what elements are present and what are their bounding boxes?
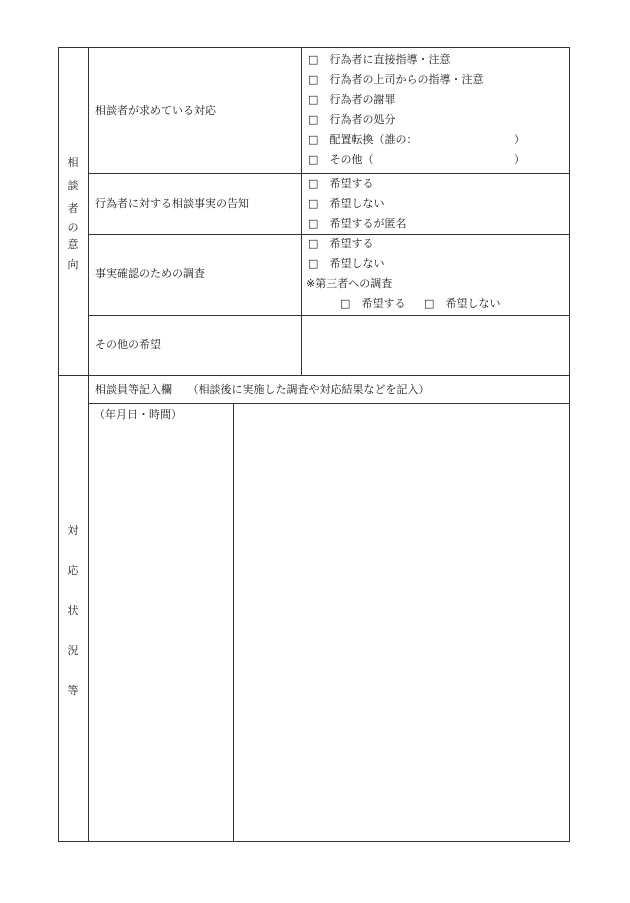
heading-char: 状	[67, 604, 79, 617]
notification-label: 行為者に対する相談事実の告知	[95, 197, 249, 210]
third-party-note: ※第三者への調査	[306, 277, 393, 290]
table-right-border	[569, 47, 570, 842]
heading-char: 対	[67, 524, 79, 537]
row1-bottom-border	[88, 173, 570, 174]
third-party-option-not-want[interactable]: □ 希望しない	[424, 297, 501, 310]
other-close-paren: ）	[514, 153, 525, 166]
checkbox-icon: □	[308, 133, 319, 146]
other-wishes-field[interactable]	[302, 316, 569, 375]
heading-char: 応	[67, 564, 79, 577]
investigation-label: 事実確認のための調査	[95, 267, 205, 280]
heading-char: 談	[67, 179, 79, 192]
heading-char: 況	[67, 644, 79, 657]
investigate-option-not-want[interactable]: □ 希望しない	[308, 257, 385, 270]
record-header-label: 相談員等記入欄	[95, 383, 172, 396]
section-divider	[58, 375, 570, 376]
checkbox-icon: □	[340, 297, 351, 310]
checkbox-icon: □	[308, 217, 319, 230]
checkbox-icon: □	[308, 237, 319, 250]
checkbox-icon: □	[308, 197, 319, 210]
heading-char: 相	[67, 156, 79, 169]
date-time-field[interactable]	[89, 424, 233, 841]
option-apology[interactable]: □ 行為者の謝罪	[308, 93, 396, 106]
checkbox-icon: □	[308, 153, 319, 166]
heading-char: の	[67, 221, 79, 234]
option-other[interactable]: □ その他（	[308, 153, 374, 166]
checkbox-icon: □	[308, 257, 319, 270]
checkbox-icon: □	[308, 177, 319, 190]
option-supervisor-guidance[interactable]: □ 行為者の上司からの指導・注意	[308, 73, 484, 86]
response-record-field[interactable]	[234, 404, 569, 841]
checkbox-icon: □	[308, 53, 319, 66]
option-direct-guidance[interactable]: □ 行為者に直接指導・注意	[308, 53, 451, 66]
record-header	[95, 383, 430, 397]
notify-option-not-want[interactable]: □ 希望しない	[308, 197, 385, 210]
table-top-border	[58, 47, 570, 48]
heading-char: 者	[67, 202, 79, 215]
table-bottom-border	[58, 841, 570, 842]
option-discipline[interactable]: □ 行為者の処分	[308, 113, 396, 126]
heading-char: 向	[67, 258, 79, 271]
requested-response-label: 相談者が求めている対応	[95, 104, 216, 117]
transfer-close-paren: ）	[514, 133, 525, 146]
row2-bottom-border	[88, 234, 570, 235]
record-header-note: （相談後に実施した調査や対応結果などを記入）	[187, 383, 430, 396]
other-wishes-label: その他の希望	[95, 338, 161, 351]
checkbox-icon: □	[424, 297, 435, 310]
checkbox-icon: □	[308, 113, 319, 126]
date-time-label: （年月日・時間）	[94, 408, 182, 421]
notify-option-anonymous[interactable]: □ 希望するが匿名	[308, 217, 407, 230]
third-party-option-want[interactable]: □ 希望する	[340, 297, 406, 310]
checkbox-icon: □	[308, 73, 319, 86]
checkbox-icon: □	[308, 93, 319, 106]
heading-char: 意	[67, 238, 79, 251]
heading-char: 等	[67, 684, 79, 697]
investigate-option-want[interactable]: □ 希望する	[308, 237, 374, 250]
notify-option-want[interactable]: □ 希望する	[308, 177, 374, 190]
option-transfer[interactable]: □ 配置転換（誰の：	[308, 133, 418, 146]
